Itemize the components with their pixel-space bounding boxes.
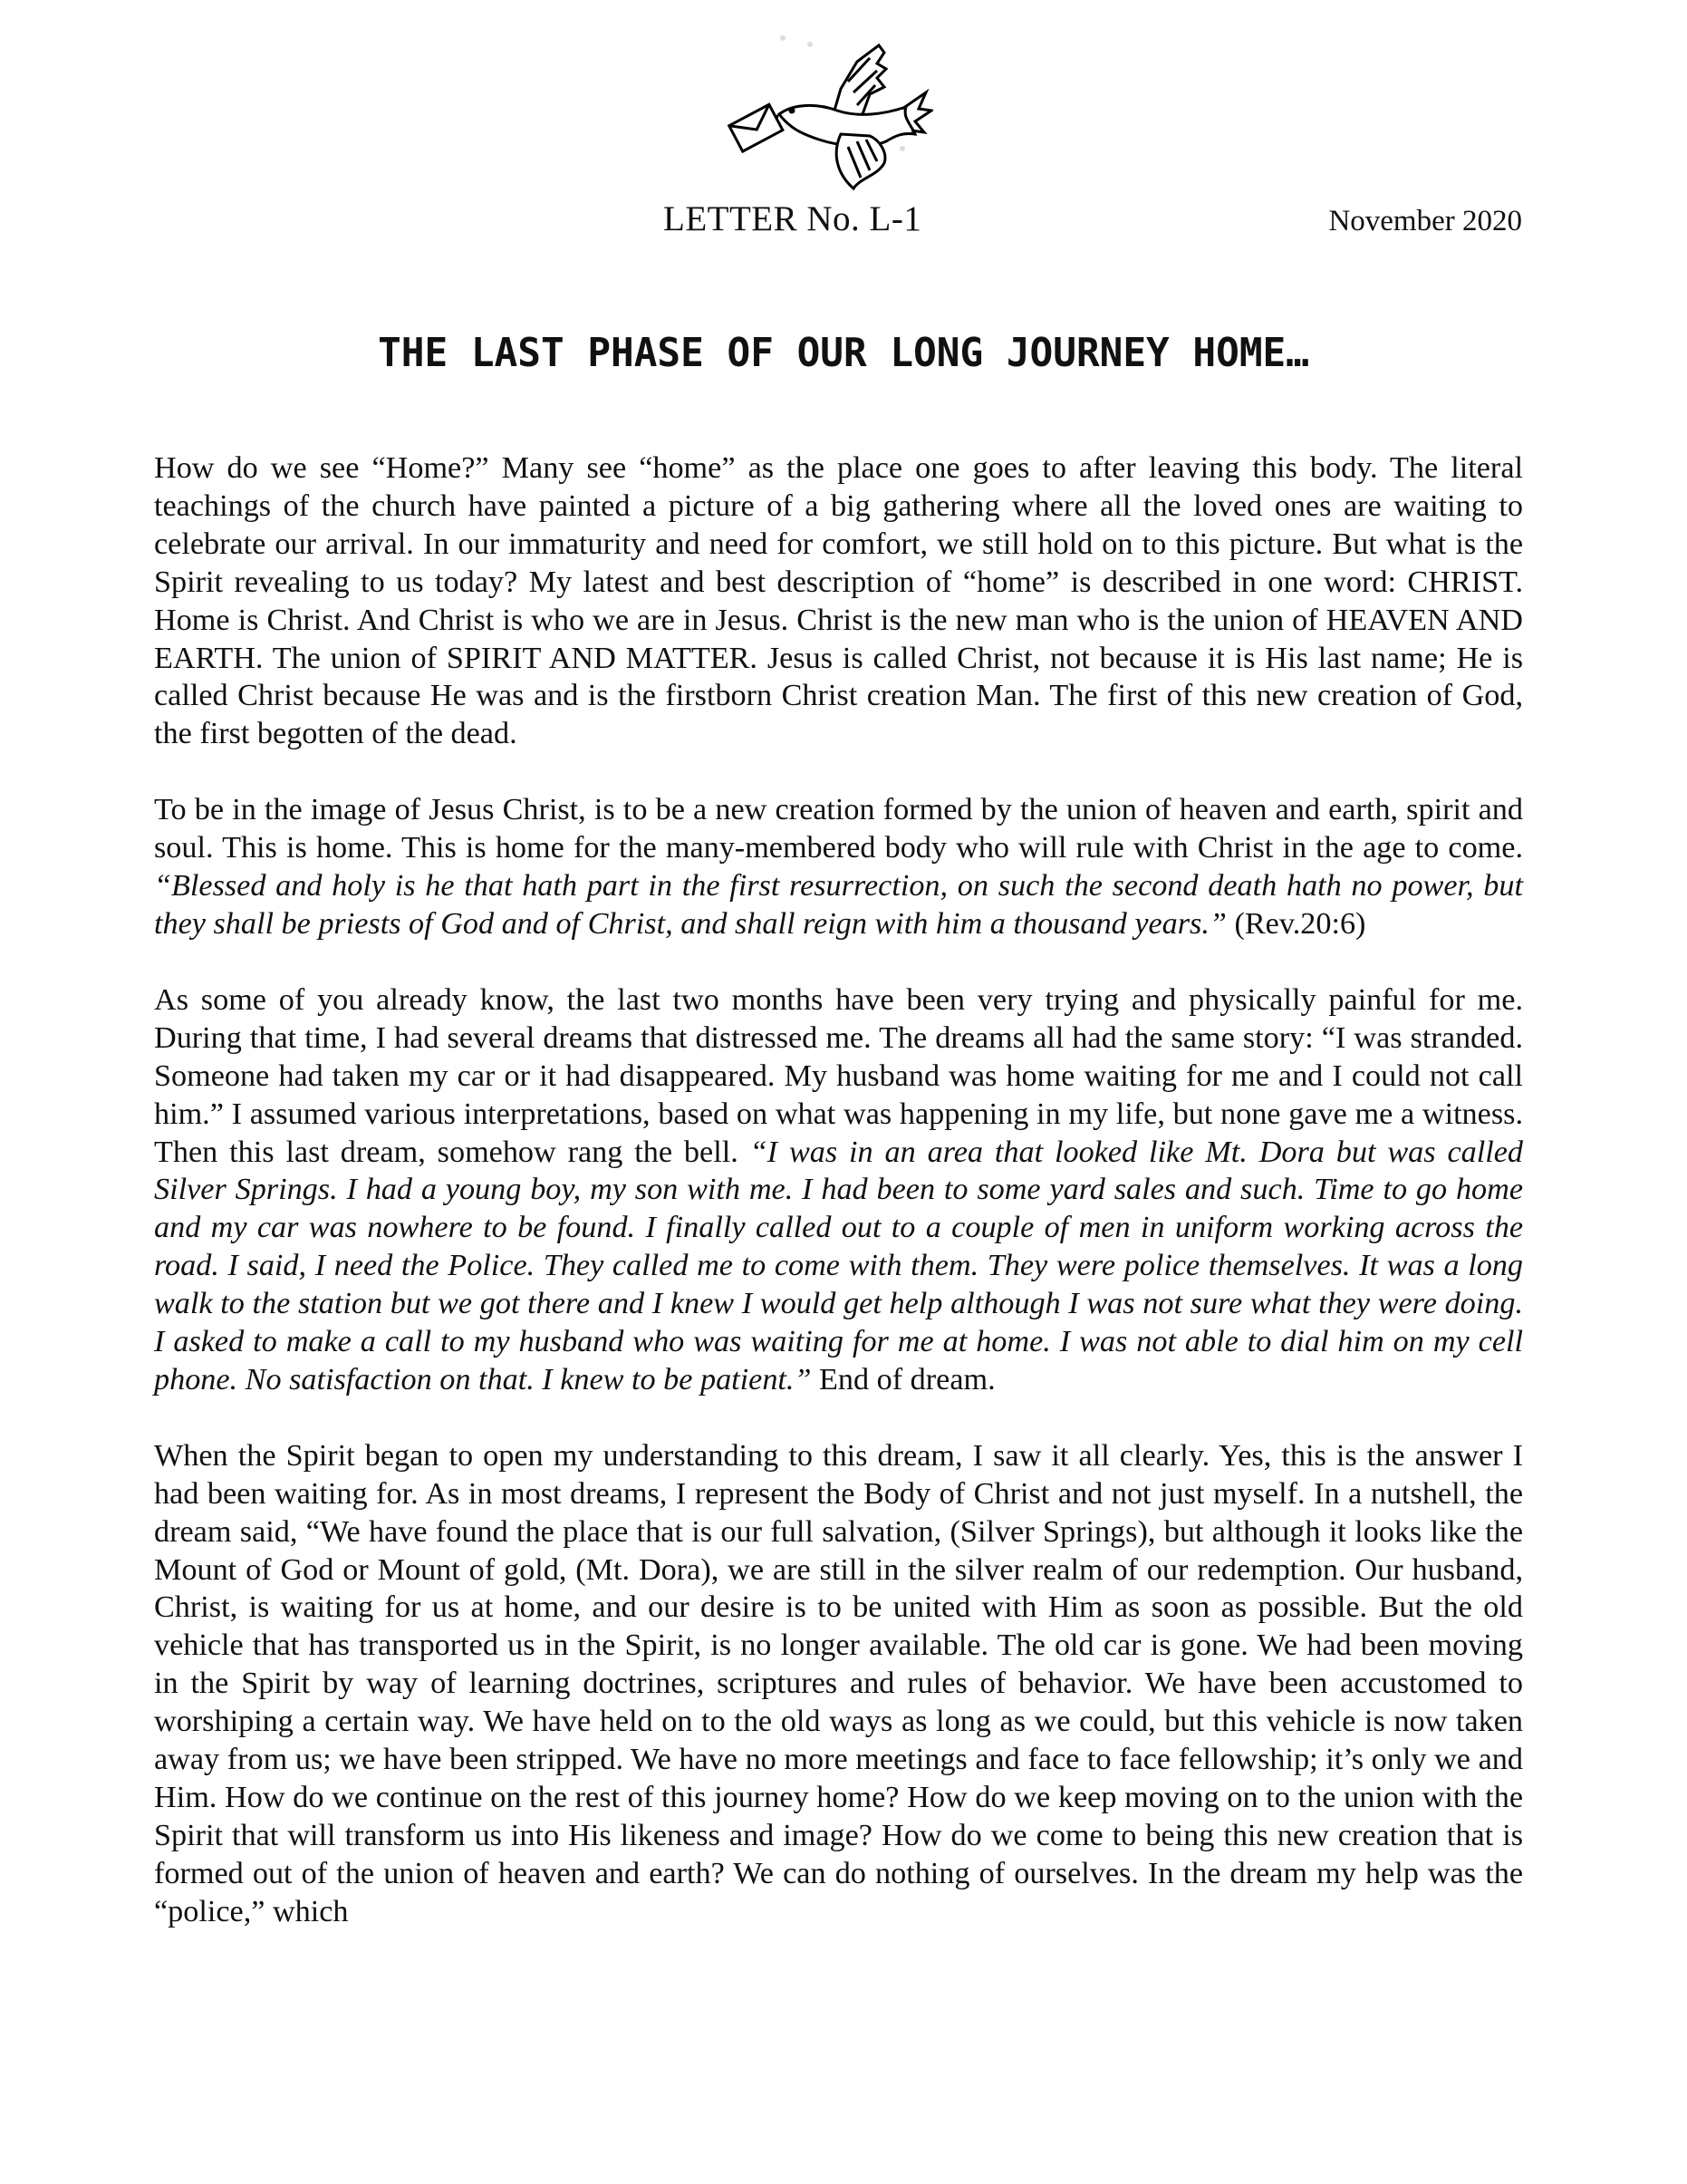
paragraph-text: End of dream. [811,1362,996,1396]
paragraph [154,1437,1523,1931]
paragraph-text: To be in the image of Jesus Christ, is to be a new creation formed by the union of heaven and earth, spirit and soul. This is home. This is home for the many-membered body who will rule with Christ in the age to come. [154,793,1523,865]
paragraph [154,449,1523,753]
page-title: THE LAST PHASE OF OUR LONG JOURNEY HOME… [378,330,1309,376]
dove-with-letter-icon [725,27,933,195]
paragraph-text: When the Spirit began to open my understanding to this dream, I saw it all clearly. Yes, this is the answer I had been waiting for. As in most dreams, I represent the Body of Christ and not just myself. In a nutshell, the dream said, “We have found the place that is our full salvation, (Silver Springs), but although it looks like the Mount of God or Mount of gold, (Mt. Dora), we are still in the silver realm of our redemption. Our husband, Christ, is waiting for us at home, and our desire is to be united with Him as soon as possible. But the old vehicle that has transported us in the Spirit, is no longer available. The old car is gone. We had been moving in the Spirit by way of learning doctrines, scriptures and rules of behavior. We have been accustomed to worshiping a certain way. We have held on to the old ways as long as we could, but this vehicle is now taken away from us; we have been stripped. We have no more meetings and face to face fellowship; it’s only we and Him. How do we continue on the rest of this journey home? How do we keep moving on to the union with the Spirit that will transform us into His likeness and image? How do we come to being this new creation that is formed out of the union of heaven and earth? We can do nothing of ourselves. In the dream my help was the “police,” which [154,1438,1523,1928]
paragraph-text: How do we see “Home?” Many see “home” as the place one goes to after leaving this body. The literal teachings of the church have painted a picture of a big gathering where all the loved ones are waiting to celebrate our arrival. In our immaturity and need for comfort, we still hold on to this picture. But what is the Spirit revealing to us today? My latest and best description of “home” is described in one word: CHRIST. Home is Christ. And Christ is who we are in Jesus. Christ is the new man who is the union of HEAVEN AND EARTH. The union of SPIRIT AND MATTER. Jesus is called Christ, not because it is His last name; He is called Christ because He was and is the firstborn Christ creation Man. The first of this new creation of God, the first begotten of the dead. [154,451,1523,751]
paragraph [154,791,1523,943]
paragraph [154,981,1523,1399]
scripture-quote: “Blessed and holy is he that hath part in the first resurrection, on such the second death hath no power, but they shall be priests of God and of Christ, and shall reign with him a thousand years.” [154,869,1523,941]
letter-number: LETTER No. L-1 [663,199,922,238]
scripture-reference: (Rev.20:6) [1226,906,1366,941]
letter-body [154,449,1523,1969]
paragraph-text: As some of you already know, the last two months have been very trying and physically painful for me. During that time, I had several dreams that distressed me. The dreams all had the same story: “I was stranded. Someone had taken my car or it had disappeared. My husband was home waiting for me and I could not call him.” I assumed various interpretations, based on what was happening in my life, but none gave me a witness. Then this last dream, somehow rang the bell. [154,982,1523,1169]
dream-quote: “I was in an area that looked like Mt. Dora but was called Silver Springs. I had a young boy, my son with me. I had been to some yard sales and such. Time to go home and my car was nowhere to be found. I finally called out to a couple of men in uniform working across the road. I said, I need the Police. They called me to come with them. They were police themselves. It was a long walk to the station but we got there and I knew I would get help although I was not sure what they were doing. I asked to make a call to my husband who was waiting for me at home. I was not able to dial him on my cell phone. No satisfaction on that. I knew to be patient.” [154,1135,1523,1396]
letter-date: November 2020 [1328,205,1522,237]
